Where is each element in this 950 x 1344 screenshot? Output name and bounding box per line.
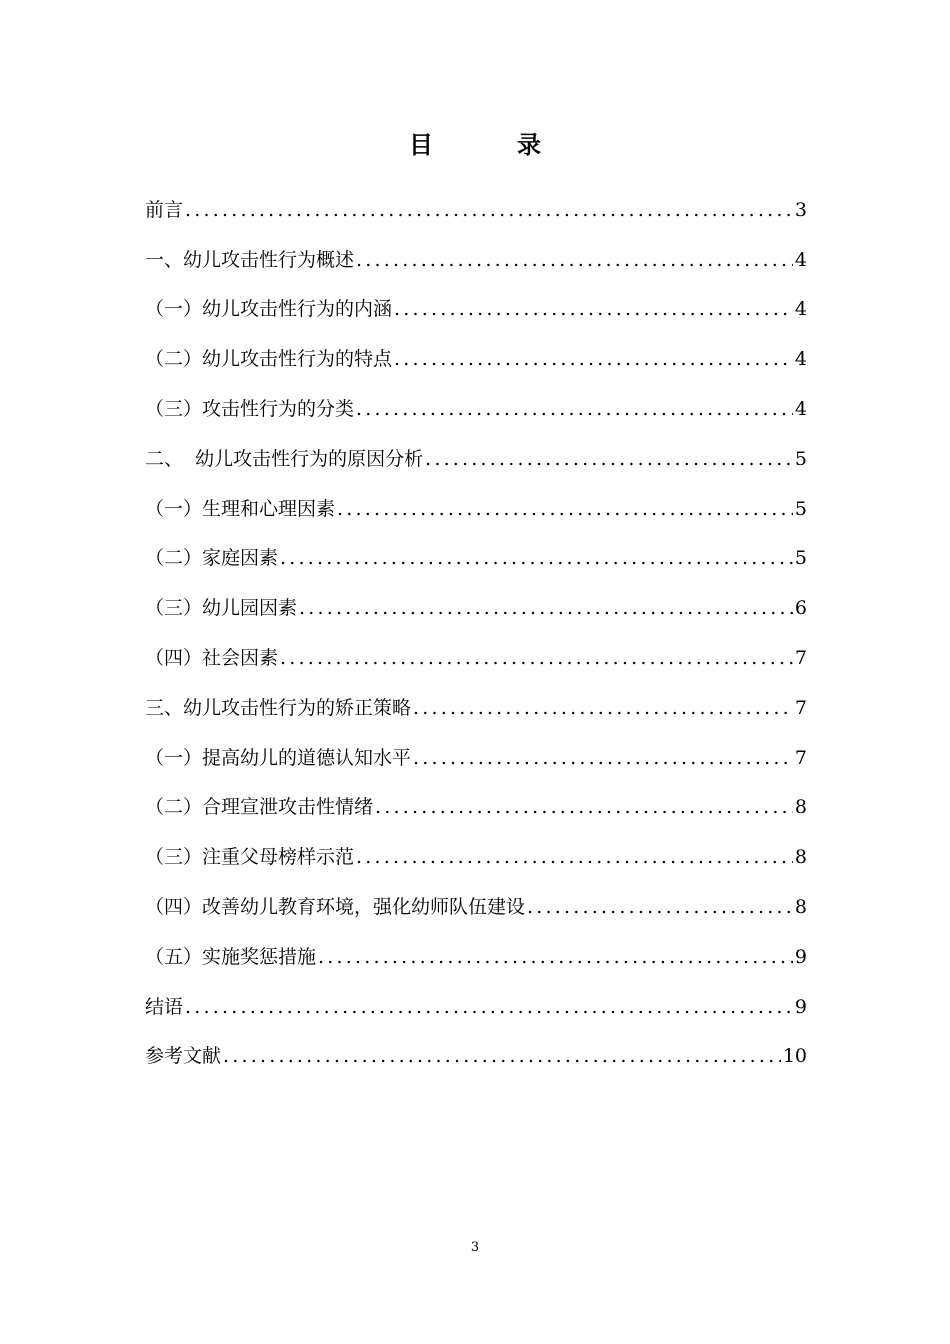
toc-entry-label: （四）改善幼儿教育环境，强化幼师队伍建设: [145, 895, 526, 918]
toc-entry: [145, 922, 807, 972]
toc-entry-page: 9: [794, 945, 807, 968]
dot-leader: [394, 294, 793, 324]
dot-leader: [299, 593, 793, 623]
toc-entry-label: 二、 幼儿攻击性行为的原因分析: [145, 447, 424, 470]
toc-entry-label: 结语: [145, 995, 184, 1018]
toc-entry-label: （三）攻击性行为的分类: [145, 397, 355, 420]
toc-entry-page: 7: [794, 646, 807, 669]
toc-entry: [145, 623, 807, 673]
dot-leader: [527, 892, 793, 922]
toc-entry-label: 前言: [145, 198, 184, 221]
toc-title: 目 录: [409, 130, 571, 159]
toc-entry: [145, 573, 807, 623]
toc-entry-page: 8: [794, 895, 807, 918]
dot-leader: [337, 494, 793, 524]
toc-entry-page: 8: [794, 846, 807, 869]
toc-entry-page: 7: [794, 746, 807, 769]
toc-entry: [145, 474, 807, 524]
toc-entry-page: 5: [794, 547, 807, 570]
toc-entry: [145, 524, 807, 574]
toc-entry-label: （一）生理和心理因素: [145, 497, 336, 520]
page-number: 3: [470, 1240, 480, 1255]
toc-entry-page: 4: [794, 397, 807, 420]
dot-leader: [375, 792, 793, 822]
dot-leader: [425, 444, 793, 474]
toc-entry-label: 一、幼儿攻击性行为概述: [145, 248, 355, 271]
dot-leader: [280, 543, 793, 573]
toc-entry-label: （三）注重父母榜样示范: [145, 846, 355, 869]
toc-entry-page: 9: [794, 995, 807, 1018]
dot-leader: [413, 693, 793, 723]
dot-leader: [356, 842, 793, 872]
dot-leader: [413, 743, 793, 773]
dot-leader: [185, 992, 793, 1022]
toc-entry-page: 3: [794, 198, 807, 221]
toc-entry-page: 5: [794, 447, 807, 470]
toc-entry-page: 5: [794, 497, 807, 520]
toc-entry-label: （二）家庭因素: [145, 547, 279, 570]
toc-entry: [145, 324, 807, 374]
dot-leader: [394, 344, 793, 374]
toc-entry: [145, 773, 807, 823]
toc-entry-label: 参考文献: [145, 1045, 222, 1068]
toc-entry-page: 4: [794, 248, 807, 271]
toc-entry-label: 三、幼儿攻击性行为的矫正策略: [145, 696, 412, 719]
toc-entry: [145, 374, 807, 424]
toc-entry-page: 8: [794, 796, 807, 819]
toc-entry-page: 4: [794, 298, 807, 321]
toc-entry: [145, 225, 807, 275]
toc-entry-label: （五）实施奖惩措施: [145, 945, 317, 968]
toc-entry-label: （四）社会因素: [145, 646, 279, 669]
dot-leader: [185, 195, 793, 225]
table-of-contents: [145, 175, 807, 1071]
toc-entry: [145, 872, 807, 922]
toc-entry: [145, 175, 807, 225]
toc-entry: [145, 424, 807, 474]
toc-entry-label: （一）幼儿攻击性行为的内涵: [145, 298, 393, 321]
toc-entry: [145, 972, 807, 1022]
toc-entry-page: 7: [794, 696, 807, 719]
dot-leader: [356, 245, 793, 275]
toc-entry-page: 4: [794, 348, 807, 371]
toc-entry: [145, 275, 807, 325]
toc-entry-label: （二）幼儿攻击性行为的特点: [145, 348, 393, 371]
toc-entry: [145, 723, 807, 773]
toc-entry: [145, 1022, 807, 1072]
toc-entry: [145, 673, 807, 723]
toc-entry: [145, 822, 807, 872]
dot-leader: [356, 394, 793, 424]
dot-leader: [223, 1041, 781, 1071]
dot-leader: [280, 643, 793, 673]
toc-entry-label: （一）提高幼儿的道德认知水平: [145, 746, 412, 769]
toc-entry-label: （三）幼儿园因素: [145, 597, 298, 620]
toc-entry-label: （二）合理宣泄攻击性情绪: [145, 796, 374, 819]
toc-entry-page: 10: [782, 1045, 807, 1068]
toc-entry-page: 6: [794, 597, 807, 620]
dot-leader: [318, 942, 793, 972]
